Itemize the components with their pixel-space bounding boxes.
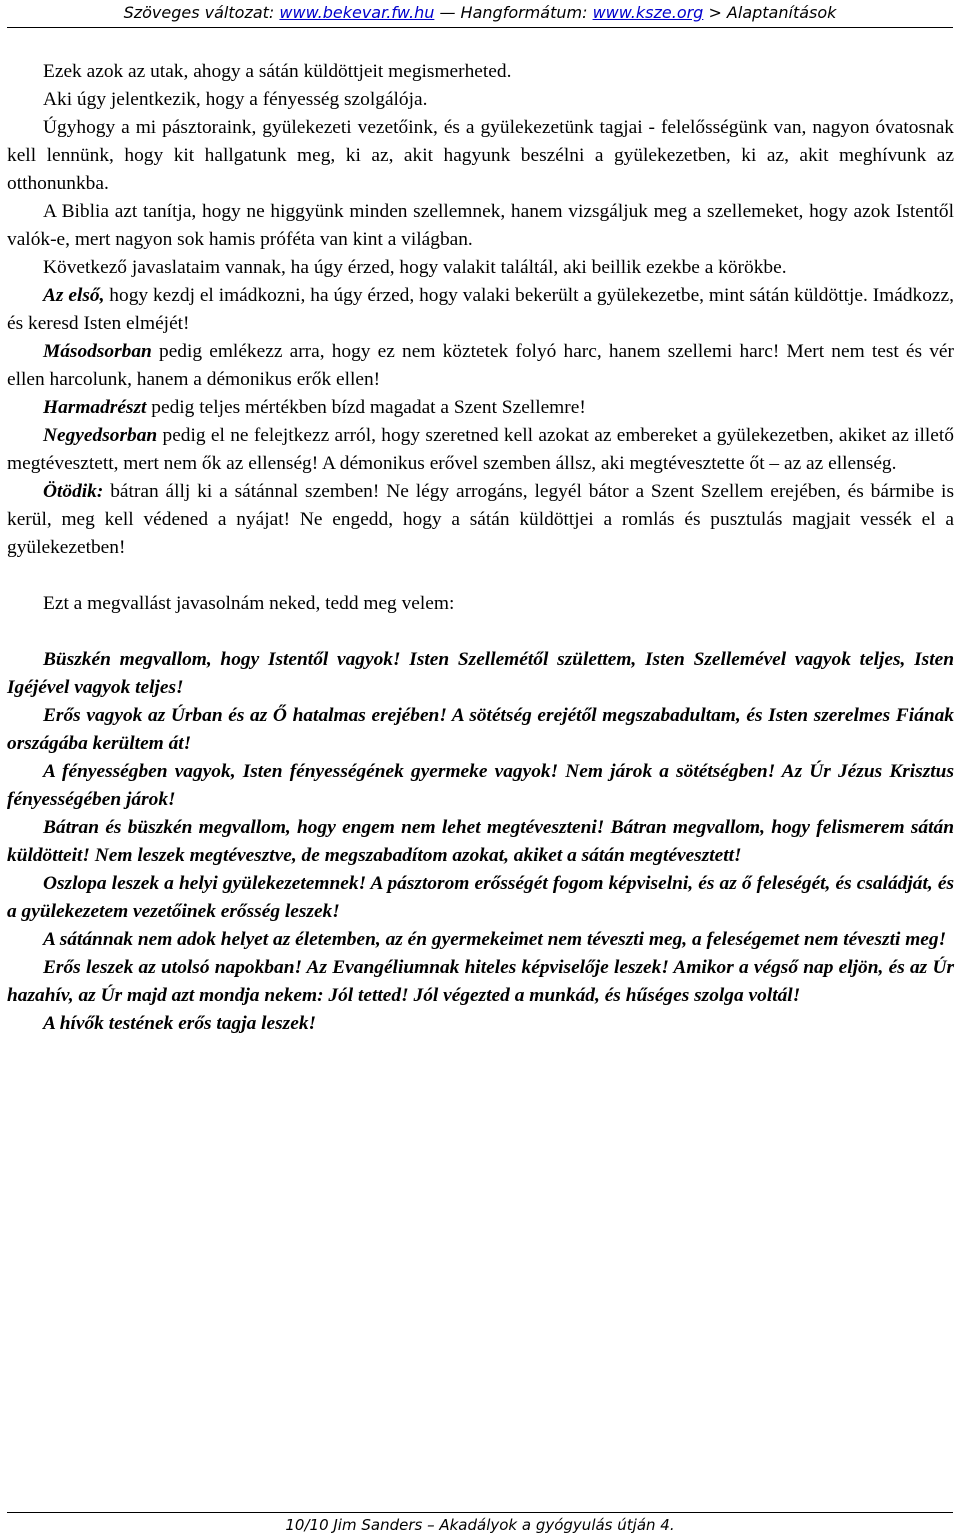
first-lead: Az első, (43, 285, 105, 306)
spacer (7, 562, 954, 590)
paragraph-fifth (7, 478, 954, 562)
fourth-lead: Negyedsorban (43, 425, 158, 446)
paragraph-1: Ezek azok az utak, ahogy a sátán küldöttjeit megismerheted. (43, 61, 512, 82)
header-dash: — (439, 3, 456, 22)
confession-block (7, 646, 954, 1038)
page-header (0, 0, 960, 26)
footer-divider (7, 1512, 953, 1513)
third-text: pedig teljes mértékben bízd magadat a Szent Szellemre! (146, 397, 586, 418)
header-prefix: Szöveges változat: (123, 3, 275, 22)
paragraph-4: A Biblia azt tanítja, hogy ne higgyünk minden szellemnek, hanem vizsgáljuk meg a szellemeket, hogy azok Istentől valók-e, mert nagyon sok hamis próféta van kint a világban. (7, 201, 954, 250)
bekevar-link[interactable]: www.bekevar.fw.hu (279, 3, 435, 22)
fourth-text: pedig el ne felejtkezz arról, hogy szeretned kell azokat az embereket a gyülekezetben, akiket az illető megtévesztett, mert nem ők az ellenség! A démonikus erővel szemben állsz, aki megtévesztette őt – az az ellenség. (7, 425, 954, 474)
third-lead: Harmadrészt (43, 397, 147, 418)
confession-line: A sátánnak nem adok helyet az életemben, az én gyermekeimet nem téveszti meg, a feleségemet nem téveszti meg! (43, 929, 947, 950)
confession-line: Bátran és büszkén megvallom, hogy engem nem lehet megtéveszteni! Bátran megvallom, hogy felismerem sátán küldötteit! Nem leszek megtévesztve, de megszabadítom azokat, akiket a sátán megtévesztett! (7, 817, 954, 866)
confession-line: A hívők testének erős tagja leszek! (43, 1013, 317, 1034)
page-footer: 10/10 Jim Sanders – Akadályok a gyógyulás útján 4. (285, 1516, 675, 1534)
paragraph-third (7, 394, 954, 422)
second-lead: Másodsorban (43, 341, 152, 362)
header-suffix: > Alaptanítások (708, 3, 837, 22)
confession-line: Erős vagyok az Úrban és az Ő hatalmas erejében! A sötétség erejétől megszabadultam, és Isten szerelmes Fiának országába kerültem át! (7, 705, 954, 754)
ksze-link[interactable]: www.ksze.org (592, 3, 704, 22)
paragraph-3: Úgyhogy a mi pásztoraink, gyülekezeti vezetőink, és a gyülekezetünk tagjai - felelősségünk van, nagyon óvatosnak kell lennünk, hogy kit hallgatunk meg, ki az, akit hagyunk beszélni a gyülekezetben, ki az, akit meghívunk az otthonunkba. (7, 117, 954, 194)
fifth-lead: Ötödik: (43, 481, 104, 502)
document-body (7, 58, 954, 1038)
first-text: hogy kezdj el imádkozni, ha úgy érzed, hogy valaki bekerült a gyülekezetbe, mint sátán küldöttje. Imádkozz, és keresd Isten elméjét! (7, 285, 954, 334)
confession-line: Büszkén megvallom, hogy Istentől vagyok! Isten Szellemétől születtem, Isten Szellemével vagyok teljes, Isten Igéjével vagyok teljes! (7, 649, 954, 698)
paragraph-5: Következő javaslataim vannak, ha úgy érzed, hogy valakit találtál, aki beillik ezekbe a körökbe. (43, 257, 787, 278)
header-middle: Hangformátum: (460, 3, 588, 22)
confession-line: Oszlopa leszek a helyi gyülekezetemnek! A pásztorom erősségét fogom képviselni, és az ő feleségét, és családját, és a gyülekezetem vezetőinek erősség leszek! (7, 873, 954, 922)
spacer (7, 618, 954, 646)
confession-line: Erős leszek az utolsó napokban! Az Evangéliumnak hiteles képviselője leszek! Amikor a végső nap eljön, és az Úr hazahív, az Úr majd azt mondja nekem: Jól tetted! Jól végezted a munkád, és hűséges szolga voltál! (7, 957, 954, 1006)
header-divider (7, 27, 953, 28)
paragraph-first (7, 282, 954, 338)
paragraph-2: Aki úgy jelentkezik, hogy a fényesség szolgálója. (43, 89, 428, 110)
second-text: pedig emlékezz arra, hogy ez nem köztetek folyó harc, hanem szellemi harc! Mert nem test és vér ellen harcolunk, hanem a démonikus erők ellen! (7, 341, 954, 390)
confession-intro: Ezt a megvallást javasolnám neked, tedd meg velem: (43, 593, 455, 614)
fifth-text: bátran állj ki a sátánnal szemben! Ne légy arrogáns, legyél bátor a Szent Szellem erejében, és bármibe is kerül, meg kell védened a nyájat! Ne engedd, hogy a sátán küldöttjei a romlás és pusztulás magjait vessék el a gyülekezetben! (7, 481, 954, 558)
confession-line: A fényességben vagyok, Isten fényességének gyermeke vagyok! Nem járok a sötétségben! Az Úr Jézus Krisztus fényességében járok! (7, 761, 954, 810)
paragraph-second (7, 338, 954, 394)
paragraph-fourth (7, 422, 954, 478)
